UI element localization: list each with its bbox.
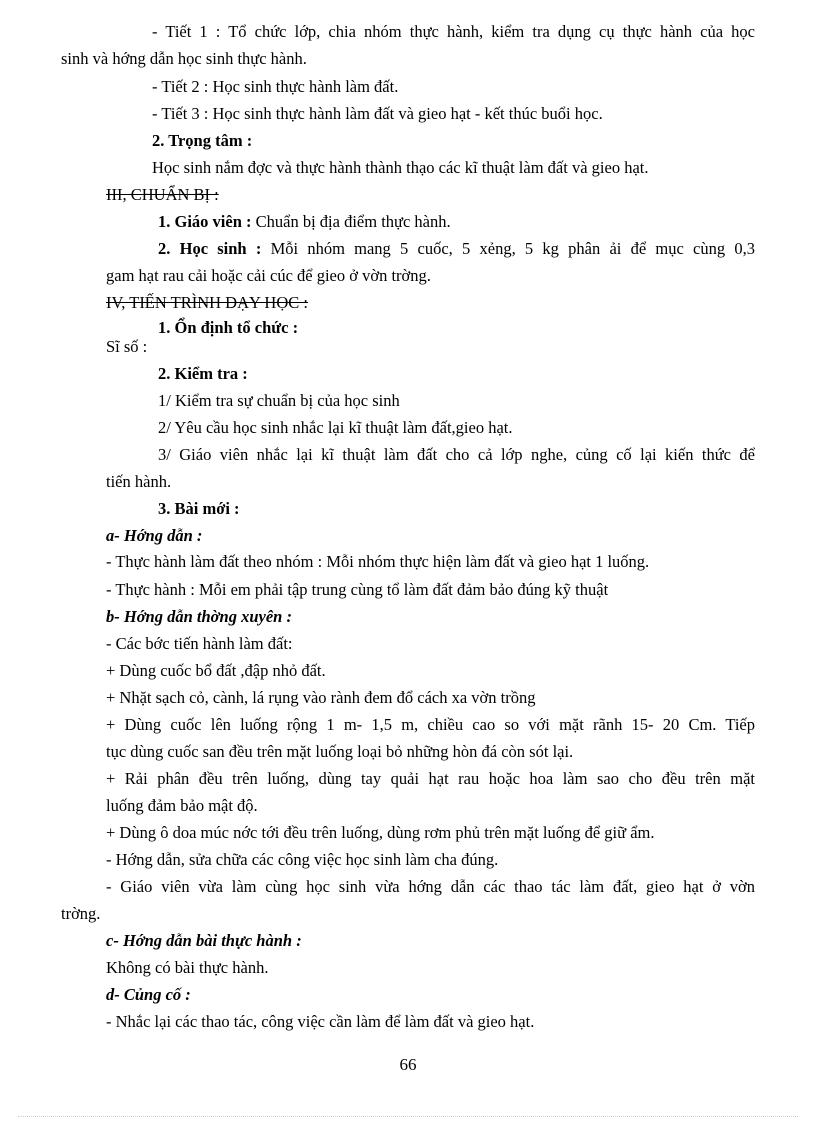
text-line: sinh và hớng dẫn học sinh thực hành. [61,49,307,68]
text-line: - Tiết 1 : Tổ chức lớp, chia nhóm thực hành, kiểm tra dụng cụ thực hành của học [152,22,755,41]
text-line: tiến hành. [106,472,172,491]
text-line: 2/ Yêu cầu học sinh nhắc lại kĩ thuật làm đất,gieo hạt. [158,418,513,437]
text-line: - Hớng dẫn, sửa chữa các công việc học sinh làm cha đúng. [106,850,499,869]
text-line: + Dùng cuốc lên luống rộng 1 m- 1,5 m, chiều cao so với mặt rãnh 15- 20 Cm. Tiếp [106,715,755,734]
text-line: + Dùng ô doa múc nớc tới đều trên luống, dùng rơm phủ trên mặt luống để giữ ẩm. [106,823,655,842]
subheading: 3. Bài mới : [158,499,240,518]
text-line: + Nhặt sạch cỏ, cành, lá rụng vào rành đem đổ cách xa vờn trồng [106,688,536,707]
page-border [18,1116,798,1117]
page-number: 66 [399,1055,417,1074]
text-line [158,239,755,259]
text-line: 1/ Kiểm tra sự chuẩn bị của học sinh [158,391,400,410]
text-line: 3/ Giáo viên nhắc lại kĩ thuật làm đất cho cả lớp nghe, củng cố lại kiến thức để [158,445,755,464]
section-heading: IV, TIẾN TRÌNH DẠY HỌC : [106,293,308,312]
subheading: 2. Học sinh : [158,239,262,258]
subheading: 2. Kiểm tra : [158,364,248,383]
subheading: a- Hớng dẫn : [106,526,203,545]
text-line: - Thực hành làm đất theo nhóm : Mỗi nhóm thực hiện làm đất và gieo hạt 1 luống. [106,552,650,571]
text-line: trờng. [61,904,101,923]
text-line: tục dùng cuốc san đều trên mặt luống loại bỏ những hòn đá còn sót lại. [106,742,574,761]
text-line: luống đảm bảo mật độ. [106,796,258,815]
text-line: + Rải phân đều trên luống, dùng tay quải hạt rau hoặc hoa làm sao cho đều trên mặt [106,769,755,788]
text-span: Mỗi nhóm mang 5 cuốc, 5 xẻng, 5 kg phân ải để mục cùng 0,3 [261,239,755,258]
subheading: 1. Ổn định tổ chức : [158,318,299,337]
text-line: Học sinh nắm đợc và thực hành thành thạo các kĩ thuật làm đất và gieo hạt. [152,158,649,177]
subheading: d- Củng cố : [106,985,191,1004]
text-line: - Nhắc lại các thao tác, công việc cần làm để làm đất và gieo hạt. [106,1012,535,1031]
text-line: - Giáo viên vừa làm cùng học sinh vừa hớng dẫn các thao tác làm đất, gieo hạt ở vờn [106,877,755,896]
text-line: gam hạt rau cải hoặc cải cúc để gieo ở vờn trờng. [106,266,431,285]
text-line: - Thực hành : Mỗi em phải tập trung cùng tổ làm đất đảm bảo đúng kỹ thuật [106,580,609,599]
text-line: + Dùng cuốc bổ đất ,đập nhỏ đất. [106,661,326,680]
subheading: c- Hớng dẫn bài thực hành : [106,931,302,950]
text-line: - Tiết 3 : Học sinh thực hành làm đất và gieo hạt - kết thúc buổi học. [152,104,603,123]
section-heading: III, CHUẨN BỊ : [106,185,219,204]
subheading: 1. Giáo viên : [158,212,252,231]
text-line: Sĩ số : [106,337,148,356]
text-line: - Tiết 2 : Học sinh thực hành làm đất. [152,77,399,96]
text-line: Không có bài thực hành. [106,958,269,977]
subheading: b- Hớng dẫn thờng xuyên : [106,607,292,626]
text-line [158,212,451,232]
section-heading: 2. Trọng tâm : [152,131,253,150]
text-line: - Các bớc tiến hành làm đất: [106,634,293,653]
text-span: Chuẩn bị địa điểm thực hành. [251,212,451,231]
